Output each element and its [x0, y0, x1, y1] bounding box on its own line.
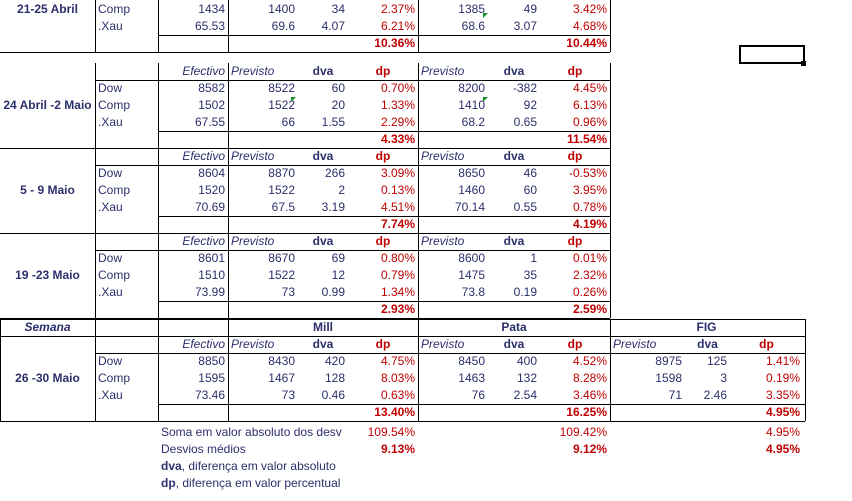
cell-m-dva[interactable]: 60 [331, 81, 345, 95]
cell-m-dp[interactable]: 0.70% [380, 81, 415, 95]
cell-m-dva[interactable]: 20 [331, 98, 345, 112]
grid-line-vertical [610, 319, 611, 421]
column-header-dva: dva [503, 149, 525, 163]
column-header-dva: dva [503, 234, 525, 248]
cell-efectivo[interactable]: 70.69 [194, 200, 225, 214]
cell-p-dp[interactable]: 0.01% [572, 251, 607, 265]
grid-line-vertical [610, 148, 611, 233]
cell-efectivo[interactable]: 73.99 [194, 285, 225, 299]
cell-m-prev[interactable]: 67.5 [271, 200, 295, 214]
cell-efectivo[interactable]: 1595 [198, 371, 225, 385]
column-header-efectivo: Efectivo [182, 149, 225, 163]
cell-efectivo[interactable]: 8582 [198, 81, 225, 95]
cell-p-prev[interactable]: 8450 [458, 354, 485, 368]
semana-label: Semana [24, 320, 71, 334]
note-dva-text: , diferença em valor absoluto [181, 459, 336, 473]
grid-line-vertical [228, 233, 229, 318]
cell-m-dp[interactable]: 2.29% [380, 115, 415, 129]
cell-m-prev[interactable]: 73 [281, 388, 295, 402]
grid-line-vertical [228, 0, 229, 52]
cell-f-dp[interactable]: 1.41% [765, 354, 800, 368]
cell-m-prev[interactable]: 1400 [268, 2, 295, 16]
cell-p-dva[interactable]: 0.19 [513, 285, 537, 299]
cell-f-dva[interactable]: 2.46 [703, 388, 727, 402]
cell-p-dp[interactable]: 3.46% [572, 388, 607, 402]
cell-label[interactable]: Dow [98, 81, 123, 95]
totals-divider [158, 301, 610, 302]
cell-p-prev[interactable]: 8650 [458, 166, 485, 180]
week-label[interactable]: 26 -30 Maio [15, 371, 80, 385]
grid-line-vertical [610, 233, 611, 318]
note-dp-key: dp [161, 476, 176, 490]
grid-line-vertical [805, 319, 806, 421]
cell-m-dva[interactable]: 0.46 [321, 388, 345, 402]
cell-m-dp[interactable]: 4.75% [380, 354, 415, 368]
cell-label[interactable]: Dow [98, 166, 123, 180]
column-header-previsto: Previsto [231, 64, 275, 78]
cell-f-dp[interactable]: 0.19% [765, 371, 800, 385]
note-dp [161, 475, 415, 492]
cell-p-dp[interactable]: 4.52% [572, 354, 607, 368]
pata-total[interactable]: 4.19% [572, 217, 607, 231]
grid-line-vertical [95, 319, 96, 421]
cell-m-dva[interactable]: 4.07 [321, 19, 345, 33]
cell-p-dva[interactable]: 0.55 [513, 200, 537, 214]
cell-m-dp[interactable]: 0.13% [380, 183, 415, 197]
block-border [0, 52, 610, 53]
week-label[interactable]: 19 -23 Maio [15, 268, 80, 282]
note-dp-text: , diferença em valor percentual [175, 476, 341, 490]
cell-f-prev[interactable]: 71 [668, 388, 682, 402]
mill-total[interactable]: 10.36% [374, 36, 415, 50]
soma-fig[interactable]: 4.95% [765, 425, 800, 439]
cell-efectivo[interactable]: 8604 [198, 166, 225, 180]
desvios-mill[interactable]: 9.13% [380, 442, 415, 456]
cell-label[interactable]: Dow [98, 251, 123, 265]
cell-p-dva[interactable]: -382 [512, 81, 537, 95]
cell-label[interactable]: .Xau [98, 200, 123, 214]
grid-line-vertical [228, 148, 229, 233]
grid-line-vertical [0, 319, 1, 421]
cell-p-dp[interactable]: 4.68% [572, 19, 607, 33]
column-header-dp: dp [567, 149, 583, 163]
cell-label[interactable]: Comp [98, 371, 131, 385]
pata-header: Pata [501, 320, 527, 334]
cell-efectivo[interactable]: 73.46 [194, 388, 225, 402]
cell-label[interactable]: Comp [98, 2, 131, 16]
cell-label[interactable]: .Xau [98, 115, 123, 129]
header-underline [95, 80, 610, 81]
cell-p-dva[interactable]: 46 [523, 166, 537, 180]
cell-p-prev[interactable]: 68.6 [461, 19, 485, 33]
grid-line-vertical [158, 0, 159, 52]
desvios-pata[interactable]: 9.12% [572, 442, 607, 456]
cell-efectivo[interactable]: 67.55 [194, 115, 225, 129]
cell-p-dp[interactable]: 8.28% [572, 371, 607, 385]
cell-p-dva[interactable]: 0.65 [513, 115, 537, 129]
cell-efectivo[interactable]: 8601 [198, 251, 225, 265]
cell-efectivo[interactable]: 1502 [198, 98, 225, 112]
totals-divider [158, 404, 805, 405]
cell-m-prev[interactable]: 1467 [268, 371, 295, 385]
cell-m-dp[interactable]: 4.51% [380, 200, 415, 214]
header-underline [95, 165, 610, 166]
cell-m-dp[interactable]: 1.34% [380, 285, 415, 299]
cell-m-dp[interactable]: 0.63% [380, 388, 415, 402]
mill-total[interactable]: 2.93% [380, 302, 415, 316]
cell-p-dp[interactable]: 0.96% [572, 115, 607, 129]
column-header-dp: dp [375, 64, 391, 78]
cell-m-dp[interactable]: 1.33% [380, 98, 415, 112]
desvios-fig[interactable]: 4.95% [765, 442, 800, 456]
week-label[interactable]: 21-25 Abril [17, 2, 78, 16]
cell-m-dp[interactable]: 6.21% [380, 19, 415, 33]
cell-p-prev[interactable]: 1385 [458, 2, 485, 16]
cell-p-prev[interactable]: 1463 [458, 371, 485, 385]
cell-m-prev[interactable]: 1522 [268, 183, 295, 197]
cell-p-dva[interactable]: 2.54 [513, 388, 537, 402]
cell-label[interactable]: Dow [98, 354, 123, 368]
soma-pata[interactable]: 109.42% [559, 425, 607, 439]
cell-m-dp[interactable]: 2.37% [380, 2, 415, 16]
cell-f-prev[interactable]: 1598 [655, 371, 682, 385]
column-header-dva: dva [312, 64, 334, 78]
week-label[interactable]: 24 Abril -2 Maio [3, 98, 92, 112]
cell-efectivo[interactable]: 8850 [198, 354, 225, 368]
cell-m-dp[interactable]: 8.03% [380, 371, 415, 385]
cell-m-dp[interactable]: 0.79% [380, 268, 415, 282]
grid-line-vertical [95, 233, 96, 318]
header-underline [95, 250, 610, 251]
cell-p-prev[interactable]: 76 [471, 388, 485, 402]
cell-m-prev[interactable]: 69.6 [271, 19, 295, 33]
grid-line-vertical [418, 63, 419, 148]
grid-line-vertical [228, 319, 229, 421]
column-header-dp: dp [567, 234, 583, 248]
column-header-dva: dva [503, 337, 525, 351]
cell-label[interactable]: .Xau [98, 19, 123, 33]
cell-m-dva[interactable]: 34 [331, 2, 345, 16]
pata-total[interactable]: 16.25% [566, 405, 607, 419]
totals-divider [158, 131, 610, 132]
cell-m-prev[interactable]: 8670 [268, 251, 295, 265]
cell-m-prev[interactable]: 1522 [268, 268, 295, 282]
column-header-previsto: Previsto [421, 337, 465, 351]
soma-label: Soma em valor absoluto dos desv [161, 425, 342, 439]
grid-line-vertical [158, 63, 159, 148]
cell-label[interactable]: .Xau [98, 388, 123, 402]
cell-p-dp[interactable]: 3.95% [572, 183, 607, 197]
cell-f-dp[interactable]: 3.35% [765, 388, 800, 402]
column-header-dva: dva [697, 337, 718, 351]
column-header-dva: dva [503, 64, 525, 78]
cell-m-dva[interactable]: 0.99 [321, 285, 345, 299]
column-header-dva: dva [312, 234, 334, 248]
cell-label[interactable]: Comp [98, 268, 131, 282]
fill-handle[interactable] [801, 61, 806, 66]
column-header-dp: dp [375, 337, 391, 351]
cell-m-dva[interactable]: 3.19 [321, 200, 345, 214]
cell-p-dp[interactable]: 0.78% [572, 200, 607, 214]
cell-efectivo[interactable]: 1510 [198, 268, 225, 282]
fig-header: FIG [696, 320, 717, 334]
cell-m-prev[interactable]: 66 [281, 115, 295, 129]
cell-efectivo[interactable]: 1434 [198, 2, 225, 16]
column-header-previsto: Previsto [231, 149, 275, 163]
column-header-efectivo: Efectivo [182, 234, 225, 248]
cell-m-dva[interactable]: 69 [331, 251, 345, 265]
pata-total[interactable]: 11.54% [566, 132, 607, 146]
column-header-dva: dva [312, 337, 334, 351]
grid-line-vertical [610, 63, 611, 148]
grid-line-vertical [418, 319, 419, 421]
cell-p-prev[interactable]: 1410 [458, 98, 485, 112]
grid-line-vertical [228, 63, 229, 148]
desvios-label: Desvios médios [161, 442, 246, 456]
grid-line-vertical [95, 148, 96, 233]
week-label[interactable]: 5 - 9 Maio [20, 183, 75, 197]
cell-m-prev[interactable]: 8430 [268, 354, 295, 368]
cell-f-dva[interactable]: 125 [706, 354, 727, 368]
cell-label[interactable]: Comp [98, 98, 131, 112]
column-header-previsto: Previsto [421, 64, 465, 78]
pata-total[interactable]: 10.44% [566, 36, 607, 50]
cell-p-dp[interactable]: 0.26% [572, 285, 607, 299]
mill-total[interactable]: 4.33% [380, 132, 415, 146]
column-header-previsto: Previsto [231, 234, 275, 248]
cell-p-dva[interactable]: 60 [523, 183, 537, 197]
comment-indicator-icon [291, 97, 296, 102]
selected-cell[interactable] [739, 45, 805, 64]
cell-p-dp[interactable]: 6.13% [572, 98, 607, 112]
cell-p-prev[interactable]: 8600 [458, 251, 485, 265]
column-header-efectivo: Efectivo [182, 64, 225, 78]
cell-p-dva[interactable]: 49 [523, 2, 537, 16]
column-header-dp: dp [759, 337, 774, 351]
cell-m-prev[interactable]: 1522 [268, 98, 295, 112]
cell-p-prev[interactable]: 73.8 [461, 285, 485, 299]
cell-efectivo[interactable]: 65.53 [194, 19, 225, 33]
cell-m-prev[interactable]: 8870 [268, 166, 295, 180]
cell-label[interactable]: .Xau [98, 285, 123, 299]
cell-p-dva[interactable]: 132 [516, 371, 537, 385]
cell-m-dva[interactable]: 266 [324, 166, 345, 180]
cell-p-dp[interactable]: -0.53% [568, 166, 607, 180]
cell-p-dva[interactable]: 3.07 [513, 19, 537, 33]
grid-line-vertical [158, 319, 159, 421]
cell-p-dp[interactable]: 3.42% [572, 2, 607, 16]
grid-line-vertical [418, 0, 419, 52]
column-header-dp: dp [567, 64, 583, 78]
cell-p-prev[interactable]: 68.2 [461, 115, 485, 129]
note-dva-key: dva [161, 459, 182, 473]
cell-p-dva[interactable]: 92 [523, 98, 537, 112]
cell-m-dva[interactable]: 1.55 [321, 115, 345, 129]
grid-line-vertical [158, 148, 159, 233]
grid-line-vertical [158, 233, 159, 318]
totals-divider [158, 216, 610, 217]
column-header-previsto: Previsto [421, 149, 465, 163]
cell-p-dva[interactable]: 35 [523, 268, 537, 282]
cell-label[interactable]: Comp [98, 183, 131, 197]
column-header-previsto: Previsto [421, 234, 465, 248]
grid-line-vertical [610, 0, 611, 52]
cell-efectivo[interactable]: 1520 [198, 183, 225, 197]
cell-f-prev[interactable]: 8975 [655, 354, 682, 368]
grid-line-vertical [418, 148, 419, 233]
mill-total[interactable]: 13.40% [374, 405, 415, 419]
cell-m-prev[interactable]: 73 [281, 285, 295, 299]
column-header-dva: dva [312, 149, 334, 163]
cell-m-dva[interactable]: 2 [338, 183, 345, 197]
cell-m-dva[interactable]: 128 [324, 371, 345, 385]
cell-m-dp[interactable]: 0.80% [380, 251, 415, 265]
grid-line-vertical [95, 63, 96, 148]
grid-line-vertical [418, 233, 419, 318]
column-header-dp: dp [375, 234, 391, 248]
note-dva [161, 458, 415, 475]
mill-header: Mill [313, 320, 333, 334]
comment-indicator-icon [483, 97, 488, 102]
column-header-previsto: Previsto [613, 337, 657, 351]
pata-total[interactable]: 2.59% [572, 302, 607, 316]
column-header-dp: dp [567, 337, 583, 351]
cell-m-dva[interactable]: 420 [324, 354, 345, 368]
column-header-efectivo: Efectivo [182, 337, 225, 351]
soma-mill[interactable]: 109.54% [367, 425, 415, 439]
totals-divider [158, 35, 610, 36]
fig-total[interactable]: 4.95% [765, 405, 800, 419]
cell-m-dva[interactable]: 12 [331, 268, 345, 282]
cell-p-dva[interactable]: 1 [530, 251, 537, 265]
block-border [0, 421, 805, 422]
cell-p-prev[interactable]: 8200 [458, 81, 485, 95]
column-header-previsto: Previsto [231, 337, 275, 351]
comment-indicator-icon [483, 13, 488, 18]
grid-line-vertical [95, 0, 96, 52]
mill-total[interactable]: 7.74% [380, 217, 415, 231]
cell-p-prev[interactable]: 1475 [458, 268, 485, 282]
cell-p-dp[interactable]: 4.45% [572, 81, 607, 95]
cell-m-prev[interactable]: 8522 [268, 81, 295, 95]
cell-p-prev[interactable]: 70.14 [454, 200, 485, 214]
cell-p-dva[interactable]: 400 [516, 354, 537, 368]
cell-f-dva[interactable]: 3 [720, 371, 727, 385]
column-header-dp: dp [375, 149, 391, 163]
cell-p-prev[interactable]: 1460 [458, 183, 485, 197]
cell-p-dp[interactable]: 2.32% [572, 268, 607, 282]
cell-m-dp[interactable]: 3.09% [380, 166, 415, 180]
